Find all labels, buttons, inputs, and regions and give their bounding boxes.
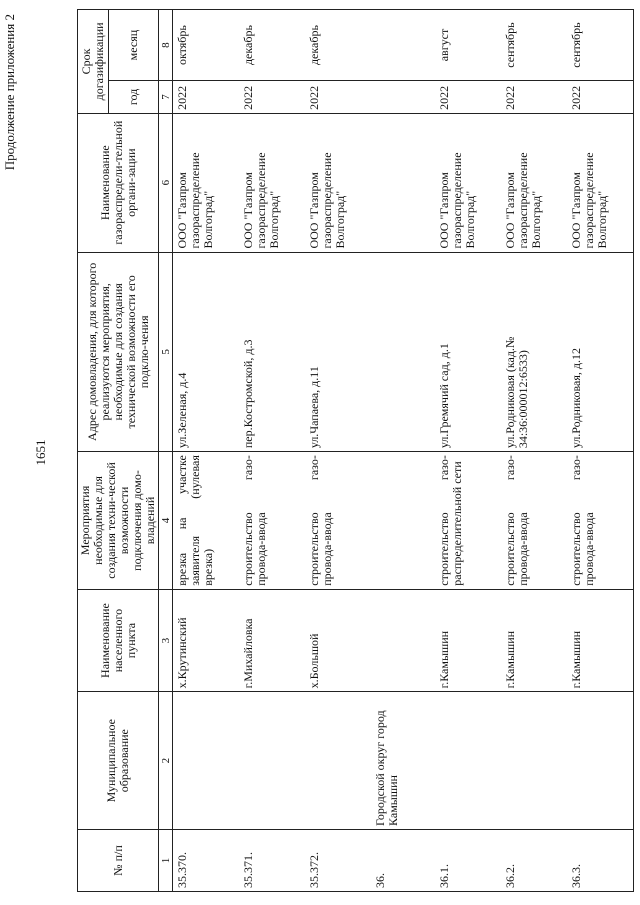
row-municipality xyxy=(435,692,501,830)
header-address: Адрес домовладения, для которого реализуются мероприятия, необходимые для создания технической возможности его подклю-чения xyxy=(78,252,159,452)
row-number: 36.3. xyxy=(567,829,634,891)
row-year: 2022 xyxy=(435,81,501,114)
row-measures: строительство газо-провода-ввода xyxy=(501,452,567,590)
header-organization: Наименование газораспредели-тельной органи-зации xyxy=(78,113,159,252)
table-row xyxy=(501,10,567,892)
row-number: 35.370. xyxy=(173,829,240,891)
row-year: 2022 xyxy=(239,81,305,114)
row-month: сентябрь xyxy=(567,10,634,81)
gasification-table xyxy=(77,9,634,892)
row-measures: строительство газо-провода-ввода xyxy=(239,452,305,590)
row-year: 2022 xyxy=(173,81,240,114)
table-row xyxy=(305,10,371,892)
column-number: 7 xyxy=(159,81,173,114)
row-settlement: г.Камышин xyxy=(567,589,634,692)
row-year: 2022 xyxy=(567,81,634,114)
table-row xyxy=(567,10,634,892)
row-year: 2022 xyxy=(305,81,371,114)
column-number: 8 xyxy=(159,10,173,81)
header-year: год xyxy=(109,81,159,114)
row-address: ул.Родниковая (кад.№ 34:36:000012:6533) xyxy=(501,252,567,452)
row-month: сентябрь xyxy=(501,10,567,81)
row-measures: строительство газо-провода-ввода xyxy=(305,452,371,590)
page-number: 1651 xyxy=(33,439,48,466)
row-address: пер.Костромской, д.3 xyxy=(239,252,305,452)
column-number: 4 xyxy=(159,452,173,590)
row-organization xyxy=(371,113,435,252)
row-number: 36. xyxy=(371,829,435,891)
row-municipality xyxy=(305,692,371,830)
row-organization: ООО "Газпром газораспределение Волгоград" xyxy=(305,113,371,252)
row-organization: ООО "Газпром газораспределение Волгоград" xyxy=(567,113,634,252)
row-number: 35.371. xyxy=(239,829,305,891)
row-organization: ООО "Газпром газораспределение Волгоград" xyxy=(173,113,240,252)
column-number: 2 xyxy=(159,692,173,830)
row-number: 36.1. xyxy=(435,829,501,891)
row-organization: ООО "Газпром газораспределение Волгоград" xyxy=(239,113,305,252)
row-settlement: х.Большой xyxy=(305,589,371,692)
column-number: 6 xyxy=(159,113,173,252)
group-row xyxy=(371,10,435,892)
column-number: 5 xyxy=(159,252,173,452)
row-year xyxy=(371,81,435,114)
row-measures xyxy=(371,452,435,590)
table-row xyxy=(435,10,501,892)
row-settlement: г.Михайловка xyxy=(239,589,305,692)
row-municipality xyxy=(501,692,567,830)
row-settlement xyxy=(371,589,435,692)
row-measures: строительство газо-распределительной сети xyxy=(435,452,501,590)
row-address: ул.Зеленая, д.4 xyxy=(173,252,240,452)
row-address: ул.Чапаева, д.11 xyxy=(305,252,371,452)
row-municipality xyxy=(239,692,305,830)
row-municipality xyxy=(173,692,240,830)
header-municipality: Муниципальное образование xyxy=(78,692,159,830)
row-municipality xyxy=(567,692,634,830)
row-measures: врезка на участке заявителя (нулевая врезка) xyxy=(173,452,240,590)
row-month: август xyxy=(435,10,501,81)
row-year: 2022 xyxy=(501,81,567,114)
header-measures: Мероприятия необходимые для создания техни-ческой возможности подключения домо-владений xyxy=(78,452,159,590)
column-number: 3 xyxy=(159,589,173,692)
header-settlement: Наименование населенного пункта xyxy=(78,589,159,692)
row-organization: ООО "Газпром газораспределение Волгоград" xyxy=(501,113,567,252)
row-address: ул.Родниковая, д.12 xyxy=(567,252,634,452)
row-address: ул.Гремячий сад, д.1 xyxy=(435,252,501,452)
table-row xyxy=(173,10,240,892)
continuation-label: Продолжение приложения 2 xyxy=(2,14,17,171)
row-settlement: г.Камышин xyxy=(435,589,501,692)
row-number: 35.372. xyxy=(305,829,371,891)
row-settlement: г.Камышин xyxy=(501,589,567,692)
row-address xyxy=(371,252,435,452)
row-settlement: х.Крутинский xyxy=(173,589,240,692)
row-municipality: Городской округ город Камышин xyxy=(371,692,435,830)
header-deadline: Срок догазификации xyxy=(78,10,109,114)
row-month: октябрь xyxy=(173,10,240,81)
row-month xyxy=(371,10,435,81)
row-organization: ООО "Газпром газораспределение Волгоград" xyxy=(435,113,501,252)
row-number: 36.2. xyxy=(501,829,567,891)
row-month: декабрь xyxy=(239,10,305,81)
column-number: 1 xyxy=(159,829,173,891)
row-month: декабрь xyxy=(305,10,371,81)
row-measures: строительство газо-провода-ввода xyxy=(567,452,634,590)
table-row xyxy=(239,10,305,892)
header-no: № п/п xyxy=(78,829,159,891)
header-month: месяц xyxy=(109,10,159,81)
